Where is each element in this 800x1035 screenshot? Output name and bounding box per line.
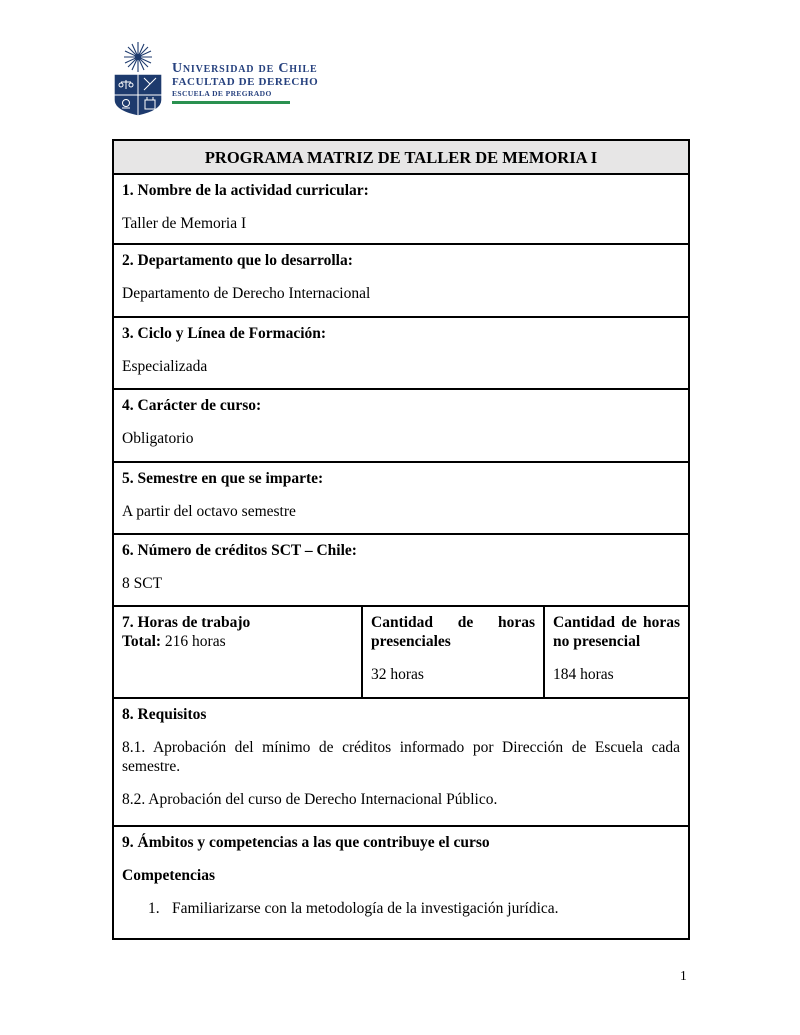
hours-total-cell [113,606,362,698]
section-1-label: 1. Nombre de la actividad curricular: [122,182,369,199]
university-crest-icon [112,42,164,116]
section-4-cell [113,389,689,462]
hours-total-sublabel: Total: [122,633,162,650]
hours-no-presencial-cell [544,606,689,698]
section-1-value: Taller de Memoria I [122,215,247,232]
ambitos-cell [113,826,689,939]
competencia-item-number: 1. [148,900,160,917]
program-matrix-table [112,139,690,940]
table-title: PROGRAMA MATRIZ DE TALLER DE MEMORIA I [113,140,689,174]
page-number: 1 [680,968,687,983]
hours-total-label: 7. Horas de trabajo [122,614,251,631]
section-5-label: 5. Semestre en que se imparte: [122,470,324,487]
logo-green-underline [172,101,290,104]
hours-presencial-value: 32 horas [371,666,424,683]
competencia-list-item [122,899,680,918]
university-name: Universidad de Chile [172,61,318,76]
competencias-label: Competencias [122,867,215,884]
ambitos-label: 9. Ámbitos y competencias a las que contribuye el curso [122,834,490,851]
section-3-value: Especializada [122,358,208,375]
requisitos-label: 8. Requisitos [122,706,207,723]
section-3-label: 3. Ciclo y Línea de Formación: [122,325,327,342]
section-5-value: A partir del octavo semestre [122,503,296,520]
hours-presencial-cell [362,606,544,698]
section-1-cell [113,174,689,244]
section-3-cell [113,317,689,389]
hours-total-line [122,632,353,651]
section-6-label: 6. Número de créditos SCT – Chile: [122,542,357,559]
hours-presencial-label: Cantidad de horas presenciales [371,614,535,650]
section-2-label: 2. Departamento que lo desarrolla: [122,252,353,269]
section-6-value: 8 SCT [122,575,163,592]
competencia-item-text: Familiarizarse con la metodología de la investigación jurídica. [172,900,559,917]
requisitos-cell [113,698,689,826]
university-logo [112,42,318,116]
requisito-item-1: 8.1. Aprobación del mínimo de créditos informado por Dirección de Escuela cada semestre. [122,739,681,775]
requisito-item-2: 8.2. Aprobación del curso de Derecho Internacional Público. [122,791,498,808]
faculty-name: FACULTAD DE DERECHO [172,76,319,88]
section-4-label: 4. Carácter de curso: [122,397,262,414]
section-5-cell [113,462,689,534]
section-6-cell [113,534,689,606]
hours-total-value: 216 horas [161,633,226,650]
hours-no-presencial-value: 184 horas [553,666,614,683]
hours-no-presencial-label: Cantidad de horas no presencial [553,614,681,650]
section-2-value: Departamento de Derecho Internacional [122,285,371,302]
section-2-cell [113,244,689,317]
university-logo-text [172,42,318,116]
school-name: ESCUELA DE PREGRADO [172,89,272,98]
section-4-value: Obligatorio [122,430,194,447]
